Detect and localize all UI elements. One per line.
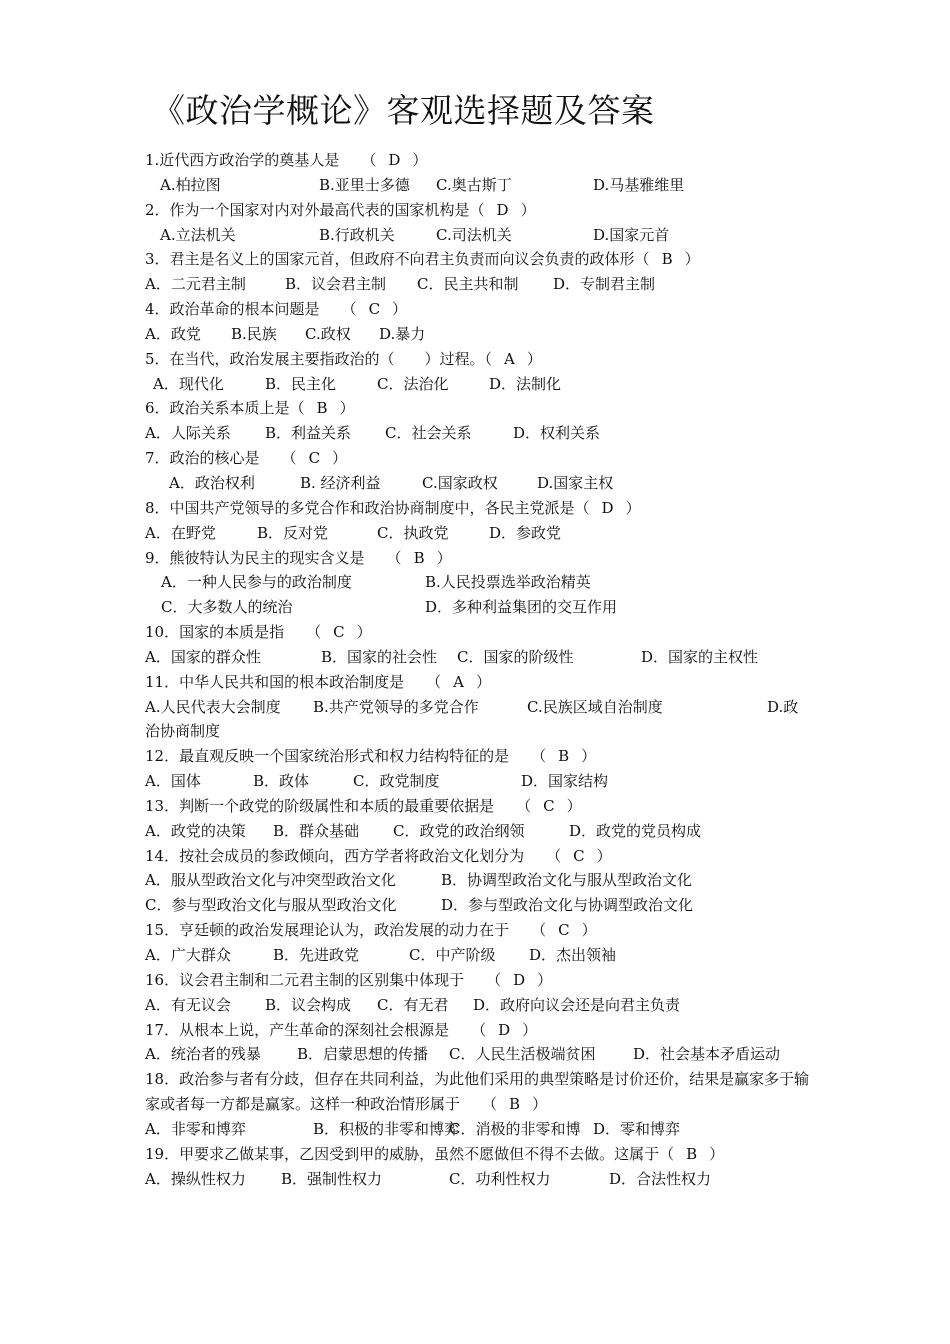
answer-letter: D [513,970,526,989]
options-row [145,645,817,670]
options-row [145,173,817,198]
question-text: 19．甲要求乙做某事，乙因受到甲的威胁，虽然不愿做但不得不去做。这属于（ [145,1144,675,1163]
answer-option: A．操纵性权力 [145,1169,246,1188]
options-row [145,993,817,1018]
answer-paren: （ C ） [516,794,582,819]
answer-letter: B [413,548,425,567]
answer-option: A．政党 [145,324,201,343]
options-row [145,868,817,893]
question-text: 6．政治关系本质上是（ [145,399,305,418]
answer-paren: （ C ） [282,446,348,471]
answer-option: D．国家的主权性 [641,647,759,666]
answer-option: B．群众基础 [273,821,360,840]
answer-option: D．政党的党员构成 [569,821,702,840]
answer-letter: D [496,200,509,219]
answer-option: B．议会构成 [265,995,352,1014]
answer-option: C.民族区域自治制度 [527,697,663,716]
answer-option: B.民族 [231,324,277,343]
question-row [145,844,817,869]
question-row [145,546,817,571]
question-text: 18．政治参与者有分歧，但存在共同利益，为此他们采用的典型策略是讨价还价，结果是赢家多于输家或者每一方都是赢家。这样一种政治情形属于 [145,1070,810,1114]
answer-option: A．政治权利 [169,473,255,492]
question-row [145,396,817,421]
answer-paren: （ D ） [486,968,552,993]
answer-option: A．统治者的残暴 [145,1045,261,1064]
question-row [145,918,817,943]
answer-option: B．议会君主制 [285,275,387,294]
question-row [145,148,817,173]
question-row [145,968,817,993]
answer-option: B.行政机关 [319,225,395,244]
answer-paren: （ C ） [306,620,372,645]
question-row [145,744,817,769]
question-row [145,670,817,695]
options-row [145,521,817,546]
options-row [145,1042,817,1067]
question-row [145,446,817,471]
answer-option: C．消极的非零和博 [449,1119,581,1138]
answer-option: A.立法机关 [160,225,236,244]
answer-paren: （ B ） [531,744,596,769]
answer-option: C．功利性权力 [449,1169,551,1188]
answer-letter: C [308,449,321,468]
answer-option: D．参政党 [489,523,562,542]
question-text: 1.近代西方政治学的奠基人是 [145,151,340,169]
answer-option: B. 经济利益 [300,473,381,492]
options-row [145,421,817,446]
answer-option: D．权利关系 [513,424,601,443]
question-row [145,794,817,819]
question-text: 16．议会君主制和二元君主制的区别集中体现于 [145,970,465,989]
question-list [145,148,817,1191]
options-row [145,322,817,347]
answer-option: C.政权 [305,324,351,343]
answer-option: C．人民生活极端贫困 [449,1045,596,1064]
question-text: 15．亨廷顿的政治发展理论认为，政治发展的动力在于 [145,921,510,940]
options-row [145,893,817,918]
answer-option: C．大多数人的统治 [161,598,293,617]
answer-option: D．杰出领袖 [529,946,617,964]
answer-option: A．国体 [145,772,201,791]
answer-option: C．社会关系 [385,424,472,443]
answer-paren: B ） [674,1142,724,1167]
answer-letter: C [368,300,381,319]
answer-option: A．人际关系 [145,424,231,443]
answer-paren: （ B ） [387,546,452,571]
answer-option: B.亚里士多德 [319,175,410,194]
answer-option: A．国家的群众性 [145,647,261,666]
answer-paren: （ B ） [482,1092,547,1117]
answer-letter: A [453,672,464,691]
answer-paren: （ C ） [531,918,597,943]
answer-letter: B [686,1144,698,1163]
options-row [145,819,817,844]
answer-option: C．参与型政治文化与服从型政治文化 [145,896,397,915]
answer-option: D.国家元首 [593,225,670,244]
question-text: 3．君主是名义上的国家元首，但政府不向君主负责而向议会负责的政体形（ [145,250,650,269]
answer-paren: D ） [485,198,536,223]
question-row [145,496,817,521]
answer-option: C．有无君 [377,995,449,1014]
question-text: 11．中华人民共和国的根本政治制度是 [145,672,405,691]
document-title: 《政治学概论》客观选择题及答案 [152,91,655,130]
answer-option: D.马基雅维里 [593,175,685,194]
answer-paren: （ A ） [426,670,491,695]
answer-option: B．启蒙思想的传播 [297,1045,429,1064]
answer-option: C．执政党 [377,523,449,542]
answer-option: C.奥古斯丁 [436,175,512,194]
answer-option: C．国家的阶级性 [457,647,574,666]
answer-option: A.柏拉图 [160,175,221,194]
question-row [145,1018,817,1043]
options-row [145,1117,817,1142]
answer-paren: （ D ） [361,148,427,173]
options-row [145,272,817,297]
answer-option: C．法治化 [377,374,449,393]
answer-option: C.国家政权 [422,473,498,492]
answer-option: D．零和博弈 [593,1119,681,1138]
answer-option: D．法制化 [489,374,562,393]
answer-letter: C [573,846,585,865]
question-text: 12．最直观反映一个国家统治形式和权力结构特征的是 [145,747,510,766]
answer-option: D．合法性权力 [609,1169,712,1188]
question-text: 5．在当代，政治发展主要指政治的（ ）过程。（ [145,349,493,368]
answer-option: B.共产党领导的多党合作 [313,697,479,716]
answer-option: D.暴力 [379,324,426,343]
answer-option: B．政体 [253,772,310,791]
answer-option: D．社会基本矛盾运动 [633,1045,781,1064]
answer-option: C．政党的政治纲领 [393,821,525,840]
answer-paren: （ C ） [342,297,408,322]
answer-option: A.人民代表大会制度 [145,697,281,716]
answer-option: A．在野党 [145,523,216,542]
question-row [145,620,817,645]
question-row [145,247,817,272]
answer-option: D．多种利益集团的交互作用 [425,598,618,617]
question-text: 13．判断一个政党的阶级属性和本质的最重要依据是 [145,796,495,815]
options-row [145,769,817,794]
question-text: 10．国家的本质是指 [145,623,285,642]
answer-option: B．强制性权力 [281,1169,383,1188]
answer-option: A．有无议会 [145,995,231,1014]
options-row [145,595,817,620]
answer-option: B．协调型政治文化与服从型政治文化 [441,871,693,890]
answer-option: C．中产阶级 [409,946,496,964]
answer-option: A．现代化 [153,374,224,393]
answer-letter: B [558,747,570,766]
answer-option: D.国家主权 [537,473,614,492]
option-continuation: 治协商制度 [145,722,221,741]
answer-letter: D [388,151,401,169]
answer-option: D．参与型政治文化与协调型政治文化 [441,896,694,915]
answer-paren: （ D ） [471,1018,537,1043]
question-text: 7．政治的核心是 [145,449,260,468]
question-text: 8．中国共产党领导的多党合作和政治协商制度中，各民主党派是（ [145,498,590,517]
answer-option: B．先进政党 [273,946,360,964]
answer-paren: B ） [650,247,700,272]
options-row [145,471,817,496]
question-row [145,297,817,322]
answer-paren: A ） [492,347,542,372]
options-row [145,943,817,968]
answer-paren: （ C ） [546,844,612,869]
question-row [145,1142,817,1167]
answer-option: C．政党制度 [353,772,440,791]
answer-option: A．一种人民参与的政治制度 [161,573,352,592]
question-row [145,198,817,223]
answer-option: D.政 [767,697,799,716]
answer-paren: D ） [590,496,641,521]
answer-option: D．国家结构 [521,772,609,791]
options-row [145,695,817,720]
options-row [145,372,817,397]
question-text: 9．熊彼特认为民主的现实含义是 [145,548,365,567]
answer-option: A．非零和博弈 [145,1119,246,1138]
answer-option: D．政府向议会还是向君主负责 [473,995,681,1014]
answer-letter: A [504,349,515,368]
question-row [145,1067,817,1117]
answer-letter: C [558,921,570,940]
answer-option: D．专制君主制 [553,275,656,294]
answer-letter: C [333,623,345,642]
options-row [145,1167,817,1192]
answer-letter: D [498,1020,511,1039]
answer-option: B．国家的社会性 [321,647,438,666]
options-row [145,570,817,595]
answer-letter: B [661,250,673,269]
answer-option: B．利益关系 [265,424,352,443]
question-row [145,347,817,372]
answer-letter: B [316,399,328,418]
question-text: 14．按社会成员的参政倾向，西方学者将政治文化划分为 [145,846,525,865]
answer-option: B．积极的非零和博弈 [313,1119,460,1138]
answer-option: C.司法机关 [436,225,512,244]
answer-letter: D [601,498,614,517]
answer-option: A．二元君主制 [145,275,246,294]
answer-letter: C [543,796,555,815]
answer-option: B．民主化 [265,374,337,393]
question-text: 17．从根本上说，产生革命的深刻社会根源是 [145,1020,450,1039]
answer-option: C．民主共和制 [417,275,519,294]
options-row [145,223,817,248]
answer-paren: B ） [305,396,355,421]
answer-option: A．政党的决策 [145,821,246,840]
answer-option: A．广大群众 [145,946,231,964]
answer-option: B.人民投票选举政治精英 [425,573,591,592]
question-text: 4．政治革命的根本问题是 [145,300,320,319]
question-text: 2．作为一个国家对内对外最高代表的国家机构是（ [145,200,485,219]
answer-letter: B [509,1095,521,1114]
answer-option: B．反对党 [257,523,329,542]
answer-option: A．服从型政治文化与冲突型政治文化 [145,871,396,890]
